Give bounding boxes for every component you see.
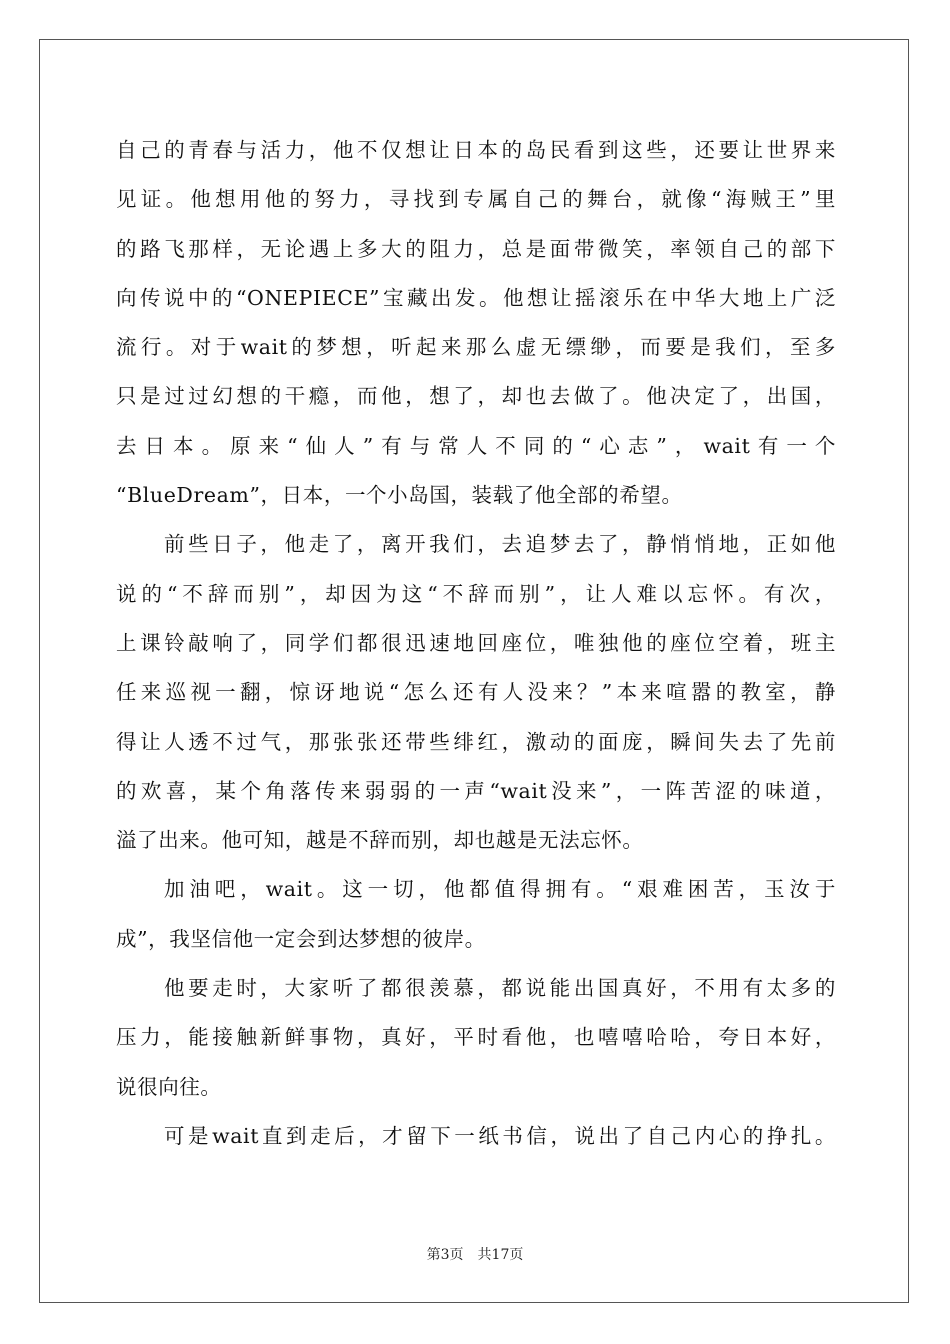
page-number: 第3页 xyxy=(426,1247,464,1263)
text-line: 上课铃敲响了，同学们都很迅速地回座位，唯独他的座位空着，班主 xyxy=(116,630,836,655)
page-total: 共17页 xyxy=(477,1247,524,1263)
text-line: 成”，我坚信他一定会到达梦想的彼岸。 xyxy=(116,926,486,951)
text-line: 溢了出来。他可知，越是不辞而别，却也越是无法忘怀。 xyxy=(116,828,644,853)
text-line: 压力，能接触新鲜事物，真好，平时看他，也嘻嘻哈哈，夸日本好， xyxy=(116,1025,836,1050)
text-line: 说的“不辞而别”，却因为这“不辞而别”，让人难以忘怀。有次， xyxy=(116,581,836,606)
text-line: “BlueDream”，日本，一个小岛国，装载了他全部的希望。 xyxy=(116,483,683,508)
page-footer xyxy=(0,1244,950,1264)
document-body xyxy=(116,126,836,1161)
paragraph-first-line: 他要走时，大家听了都很羡慕，都说能出国真好，不用有太多的 xyxy=(164,976,836,1001)
text-line: 流行。对于wait的梦想，听起来那么虚无缥缈，而要是我们，至多 xyxy=(116,335,836,360)
paragraph-first-line: 前些日子，他走了，离开我们，去追梦去了，静悄悄地，正如他 xyxy=(164,532,836,557)
text-line: 去日本。原来“仙人”有与常人不同的“心志”，wait有一个 xyxy=(116,433,836,458)
text-line: 的欢喜，某个角落传来弱弱的一声“wait没来”，一阵苦涩的味道， xyxy=(116,778,836,803)
text-line: 见证。他想用他的努力，寻找到专属自己的舞台，就像“海贼王”里 xyxy=(116,187,836,212)
paragraph-first-line: 加油吧，wait。这一切，他都值得拥有。“艰难困苦，玉汝于 xyxy=(164,877,836,902)
text-line: 只是过过幻想的干瘾，而他，想了，却也去做了。他决定了，出国， xyxy=(116,384,836,409)
text-line: 任来巡视一翻，惊讶地说“怎么还有人没来？”本来喧嚣的教室，静 xyxy=(116,680,836,705)
text-line: 向传说中的“ONEPIECE”宝藏出发。他想让摇滚乐在中华大地上广泛 xyxy=(116,285,836,310)
text-line: 得让人透不过气，那张张还带些绯红，激动的面庞，瞬间失去了先前 xyxy=(116,729,836,754)
text-line: 自己的青春与活力，他不仅想让日本的岛民看到这些，还要让世界来 xyxy=(116,138,836,162)
text-line: 说很向往。 xyxy=(116,1074,222,1099)
paragraph-first-line: 可是wait直到走后，才留下一纸书信，说出了自己内心的挣扎。 xyxy=(164,1123,836,1148)
text-line: 的路飞那样，无论遇上多大的阻力，总是面带微笑，率领自己的部下 xyxy=(116,236,836,261)
